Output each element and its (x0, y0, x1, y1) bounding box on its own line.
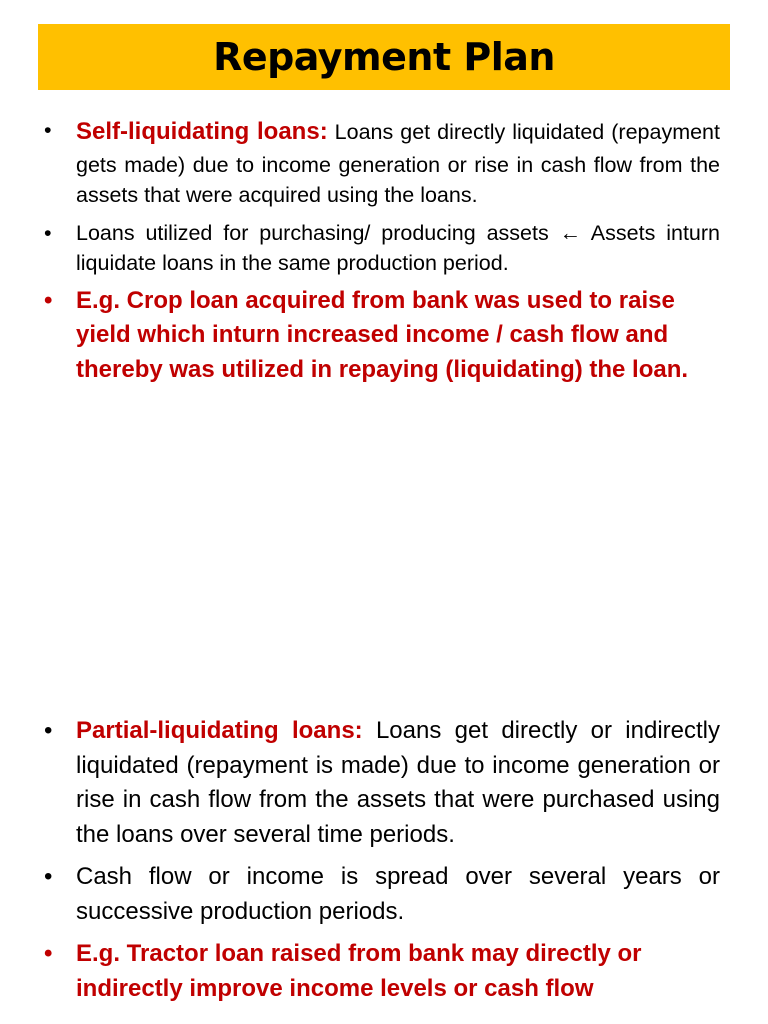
list-item (40, 284, 720, 388)
self-liquidating-description: Loans get directly liquidated (repayment gets made) due to income generation or rise in cash flow from the assets that were acquired using the loans. (76, 120, 720, 207)
bullet-icon: • (44, 118, 52, 142)
title-bar (38, 24, 730, 90)
bullet-icon: • (44, 940, 53, 967)
assets-text: Loans utilized for purchasing/ producing assets (76, 220, 560, 245)
list-item (40, 218, 720, 278)
bullet-icon: • (44, 717, 53, 744)
bullet-icon: • (44, 863, 53, 890)
tractor-loan-example: E.g. Tractor loan raised from bank may directly or indirectly improve income levels or cash flow (76, 940, 642, 1002)
list-item (40, 714, 720, 852)
partial-liquidating-label: Partial-liquidating loans: (76, 717, 363, 744)
self-liquidating-label: Self-liquidating loans: (76, 118, 328, 145)
list-item (40, 115, 720, 210)
partial-liquidating-list (40, 714, 720, 1006)
page-title: Repayment Plan (213, 35, 555, 79)
bullet-icon: • (44, 220, 52, 245)
list-item (40, 937, 720, 1006)
bullet-icon: • (44, 286, 53, 314)
self-liquidating-list (40, 115, 720, 387)
cash-flow-text: Cash flow or income is spread over several years or successive production periods. (76, 863, 720, 925)
partial-liquidating-description: Loans get directly or indirectly liquidated (repayment is made) due to income generation or rise in cash flow from the assets that were purchased using the loans over several time periods. (76, 717, 720, 848)
assets-text-continued: Assets inturn liquidate loans in the same production period. (76, 220, 720, 275)
arrow-left-icon: ← (559, 220, 582, 245)
list-item (40, 860, 720, 929)
crop-loan-example: E.g. Crop loan acquired from bank was used to raise yield which inturn increased income / cash flow and thereby was utilized in repaying (liquidating) the loan. (76, 286, 689, 383)
